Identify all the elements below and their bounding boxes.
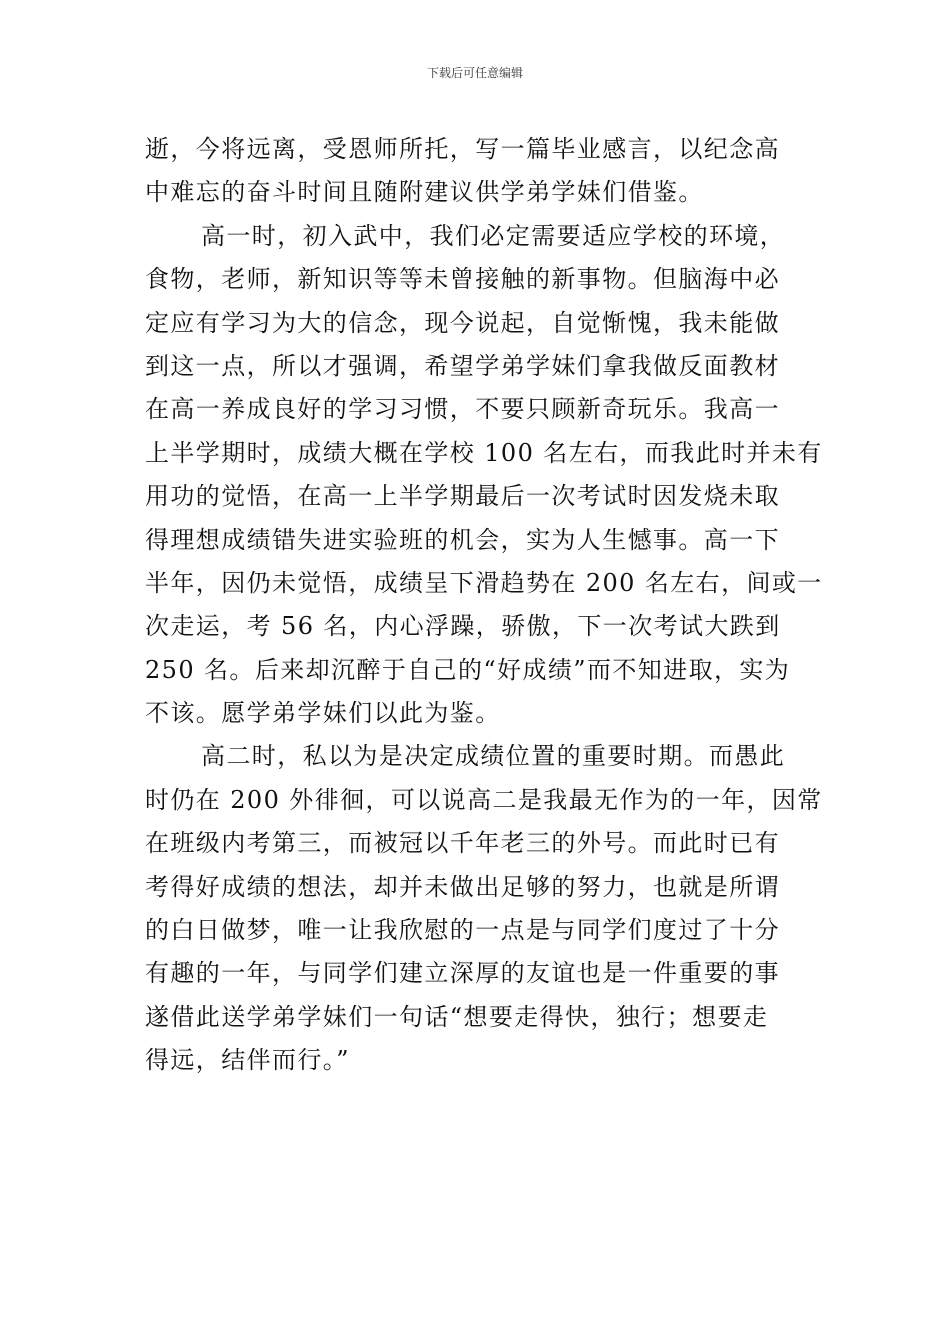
text-line: 遂借此送学弟学妹们一句话“想要走得快，独行；想要走: [145, 1002, 769, 1031]
text-line: 半年，因仍未觉悟，成绩呈下滑趋势在 200 名左右，间或一: [145, 568, 823, 597]
text-line: 定应有学习为大的信念，现今说起，自觉惭愧，我未能做: [145, 308, 780, 337]
paragraph-first-line: 高一时，初入武中，我们必定需要适应学校的环境，: [201, 221, 786, 250]
text-line: 逝，今将远离，受恩师所托，写一篇毕业感言，以纪念高: [145, 135, 780, 163]
text-line: 的白日做梦，唯一让我欣慰的一点是与同学们度过了十分: [145, 916, 780, 945]
page-header: 下载后可任意编辑: [426, 66, 523, 80]
text-line: 有趣的一年，与同学们建立深厚的友谊也是一件重要的事: [145, 959, 780, 988]
text-line: 得理想成绩错失进实验班的机会，实为人生憾事。高一下: [145, 525, 780, 554]
text-line: 到这一点，所以才强调，希望学弟学妹们拿我做反面教材: [145, 351, 780, 380]
text-line: 时仍在 200 外徘徊，可以说高二是我最无作为的一年，因常: [145, 785, 823, 814]
text-line: 不该。愿学弟学妹们以此为鉴。: [145, 699, 501, 728]
text-line: 在班级内考第三，而被冠以千年老三的外号。而此时已有: [145, 829, 780, 858]
document-body: [145, 128, 823, 1083]
text-line: 上半学期时，成绩大概在学校 100 名左右，而我此时并未有: [145, 438, 823, 467]
text-line: 考得好成绩的想法，却并未做出足够的努力，也就是所谓: [145, 872, 780, 901]
text-line: 得远，结伴而行。”: [145, 1046, 350, 1075]
text-line: 食物，老师，新知识等等未曾接触的新事物。但脑海中必: [145, 265, 780, 294]
text-line: 在高一养成良好的学习习惯，不要只顾新奇玩乐。我高一: [145, 395, 780, 424]
paragraph-first-line: 高二时，私以为是决定成绩位置的重要时期。而愚此: [201, 742, 786, 771]
text-line: 250 名。后来却沉醉于自己的“好成绩”而不知进取，实为: [145, 655, 791, 684]
text-line: 中难忘的奋斗时间且随附建议供学弟学妹们借鉴。: [145, 178, 704, 207]
text-line: 次走运，考 56 名，内心浮躁，骄傲，下一次考试大跌到: [145, 612, 781, 641]
text-line: 用功的觉悟，在高一上半学期最后一次考试时因发烧未取: [145, 482, 780, 511]
